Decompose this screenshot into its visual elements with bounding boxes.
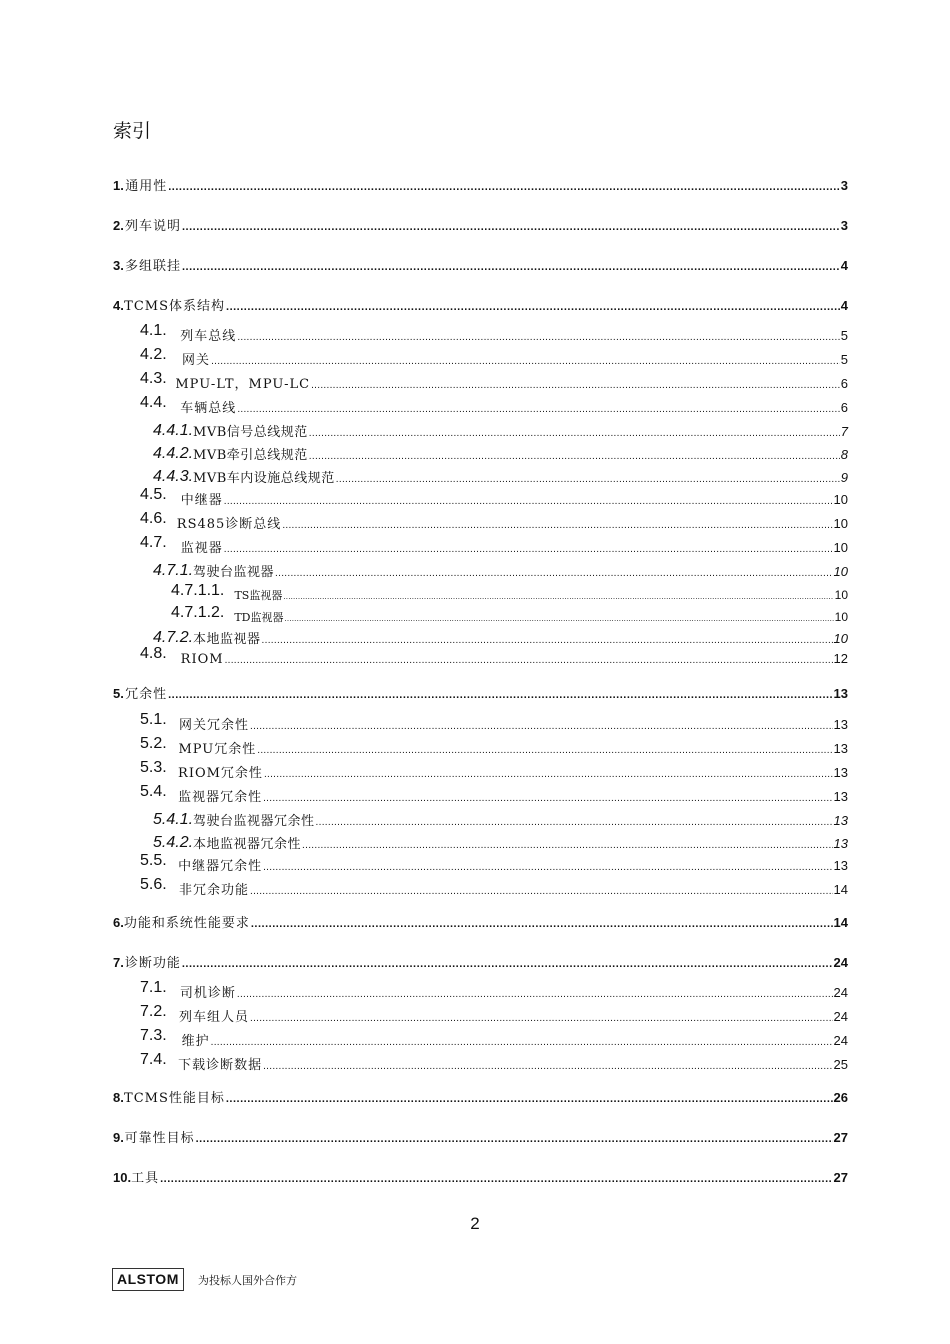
toc-entry[interactable] xyxy=(113,255,848,274)
toc-entry-page: 12 xyxy=(833,651,848,666)
toc-entry-page: 4 xyxy=(840,298,848,313)
toc-dot-leader xyxy=(282,520,832,531)
toc-entry-page: 3 xyxy=(840,218,848,233)
toc-entry-page: 24 xyxy=(833,1009,848,1024)
toc-entry-number: 4.7.1. xyxy=(153,562,194,579)
toc-entry-number: 4.4.1. xyxy=(153,422,194,439)
toc-entry-page: 7 xyxy=(840,424,848,439)
toc-entry-number: 4.8. xyxy=(140,645,167,662)
toc-entry[interactable] xyxy=(140,759,848,782)
toc-entry-title: TD监视器 xyxy=(234,611,284,624)
toc-entry-page: 27 xyxy=(833,1130,848,1145)
toc-entry[interactable] xyxy=(153,561,848,581)
toc-entry-number: 7.2. xyxy=(140,1003,167,1020)
toc-entry-number: 5. xyxy=(113,686,124,701)
toc-entry-page: 6 xyxy=(840,376,848,391)
toc-entry-number: 10. xyxy=(113,1170,132,1185)
toc-entry[interactable] xyxy=(140,510,848,533)
toc-entry-title: MVB信号总线规范 xyxy=(193,425,308,440)
toc-entry-page: 14 xyxy=(833,915,848,930)
toc-entry-title: RIOM xyxy=(180,652,224,667)
toc-entry-number: 2. xyxy=(113,218,124,233)
toc-entry-title: 列车组人员 xyxy=(178,1010,249,1025)
toc-dot-leader xyxy=(316,817,833,828)
toc-entry[interactable] xyxy=(140,394,848,417)
toc-dot-leader xyxy=(237,404,839,415)
toc-entry-page: 5 xyxy=(840,328,848,343)
toc-entry-title: 网关冗余性 xyxy=(178,718,249,733)
toc-entry[interactable] xyxy=(113,295,848,314)
toc-entry-number: 4.4.2. xyxy=(153,445,194,462)
toc-entry[interactable] xyxy=(153,444,848,464)
toc-entry-number: 4.2. xyxy=(140,346,167,363)
toc-entry[interactable] xyxy=(140,711,848,734)
toc-entry[interactable] xyxy=(153,467,848,487)
toc-entry-title: TS监视器 xyxy=(234,589,283,602)
toc-entry-number: 5.4. xyxy=(140,783,167,800)
toc-entry-title: 司机诊断 xyxy=(179,986,236,1001)
toc-entry-page: 10 xyxy=(834,610,848,624)
toc-dot-leader xyxy=(250,721,833,732)
toc-entry-page: 13 xyxy=(833,741,848,756)
toc-entry-page: 10 xyxy=(833,631,848,646)
toc-entry-number: 5.2. xyxy=(140,735,167,752)
toc-entry-title: 维护 xyxy=(181,1034,210,1049)
toc-entry-number: 4. xyxy=(113,298,124,313)
toc-dot-leader xyxy=(311,380,840,391)
toc-entry-title: 中继器 xyxy=(180,493,223,508)
toc-entry-title: MVB牵引总线规范 xyxy=(193,448,308,463)
toc-entry-page: 25 xyxy=(833,1057,848,1072)
toc-entry-page: 10 xyxy=(833,564,848,579)
toc-dot-leader xyxy=(196,1133,833,1145)
toc-entry[interactable] xyxy=(140,852,848,875)
toc-dot-leader xyxy=(263,793,832,804)
toc-dot-leader xyxy=(250,1013,833,1024)
toc-entry-page: 6 xyxy=(840,400,848,415)
toc-entry-page: 24 xyxy=(833,1033,848,1048)
toc-entry[interactable] xyxy=(140,1027,848,1050)
toc-entry-title: 驾驶台监视器冗余性 xyxy=(193,814,315,829)
toc-entry[interactable] xyxy=(140,876,848,899)
toc-dot-leader xyxy=(309,428,840,439)
toc-dot-leader xyxy=(226,301,840,313)
toc-entry-page: 10 xyxy=(833,516,848,531)
toc-dot-leader xyxy=(275,568,832,579)
toc-entry[interactable] xyxy=(153,421,848,441)
toc-dot-leader xyxy=(182,958,833,970)
toc-dot-leader xyxy=(283,592,833,601)
toc-dot-leader xyxy=(251,918,833,930)
toc-entry[interactable] xyxy=(140,370,848,393)
toc-entry-number: 6. xyxy=(113,915,124,930)
toc-entry-number: 8. xyxy=(113,1090,124,1105)
toc-dot-leader xyxy=(226,1093,833,1105)
toc-entry-number: 5.3. xyxy=(140,759,167,776)
toc-entry-title: 诊断功能 xyxy=(124,956,181,971)
toc-entry-page: 26 xyxy=(833,1090,848,1105)
toc-entry-page: 14 xyxy=(833,882,848,897)
toc-entry-number: 4.7.1.1. xyxy=(171,582,225,599)
toc-entry[interactable] xyxy=(113,1127,848,1146)
toc-entry[interactable] xyxy=(113,683,848,702)
toc-entry-title: 列车总线 xyxy=(180,329,237,344)
toc-entry-title: 非冗余功能 xyxy=(178,883,249,898)
toc-entry-title: TCMS性能目标 xyxy=(124,1091,225,1106)
toc-dot-leader xyxy=(224,496,833,507)
toc-entry-title: MPU-LT，MPU-LC xyxy=(175,377,311,392)
toc-entry[interactable] xyxy=(153,628,848,648)
toc-dot-leader xyxy=(264,769,833,780)
toc-entry-number: 5.6. xyxy=(140,876,167,893)
toc-entry-number: 5.4.1. xyxy=(153,811,194,828)
toc-entry[interactable] xyxy=(113,175,848,194)
footer-note: 为投标人国外合作方 xyxy=(198,1273,297,1287)
toc-entry[interactable] xyxy=(171,582,848,604)
page-title: 索引 xyxy=(113,120,152,142)
toc-entry-number: 7.3. xyxy=(140,1027,167,1044)
toc-entry-number: 4.7.2. xyxy=(153,629,194,646)
toc-dot-leader xyxy=(182,221,840,233)
toc-dot-leader xyxy=(224,544,833,555)
toc-entry-number: 4.3. xyxy=(140,370,167,387)
toc-dot-leader xyxy=(168,181,840,193)
toc-entry-title: TCMS体系结构 xyxy=(124,299,226,314)
toc-dot-leader xyxy=(263,1061,832,1072)
toc-entry-number: 4.4. xyxy=(140,394,167,411)
toc-entry[interactable] xyxy=(140,735,848,758)
toc-entry-title: 冗余性 xyxy=(125,687,168,702)
toc-dot-leader xyxy=(257,745,832,756)
toc-entry-page: 10 xyxy=(834,588,848,602)
toc-entry-page: 13 xyxy=(833,717,848,732)
toc-dot-leader xyxy=(225,655,833,666)
toc-entry-number: 4.6. xyxy=(140,510,167,527)
toc-entry-title: 中继器冗余性 xyxy=(178,859,263,874)
toc-dot-leader xyxy=(336,474,840,485)
toc-entry-page: 13 xyxy=(833,686,848,701)
toc-entry[interactable] xyxy=(153,810,848,830)
toc-entry[interactable] xyxy=(113,912,848,931)
toc-entry-number: 9. xyxy=(113,1130,124,1145)
toc-entry-page: 24 xyxy=(833,985,848,1000)
toc-entry-title: 下载诊断数据 xyxy=(178,1058,263,1073)
toc-dot-leader xyxy=(160,1173,832,1185)
toc-entry-page: 3 xyxy=(840,178,848,193)
toc-entry[interactable] xyxy=(113,952,848,971)
toc-dot-leader xyxy=(182,261,840,273)
toc-entry-number: 7.4. xyxy=(140,1051,167,1068)
toc-entry-number: 5.5. xyxy=(140,852,167,869)
toc-entry[interactable] xyxy=(153,833,848,853)
toc-entry-page: 13 xyxy=(833,858,848,873)
toc-entry-title: 工具 xyxy=(131,1171,160,1186)
toc-entry[interactable] xyxy=(113,1167,848,1186)
toc-entry-page: 24 xyxy=(833,955,848,970)
toc-entry[interactable] xyxy=(171,604,848,626)
toc-entry[interactable] xyxy=(140,1003,848,1026)
toc-entry-page: 8 xyxy=(840,447,848,462)
toc-entry[interactable] xyxy=(140,783,848,806)
footer xyxy=(112,1268,297,1291)
toc-entry-page: 13 xyxy=(833,789,848,804)
toc-dot-leader xyxy=(284,614,833,623)
toc-entry-number: 7. xyxy=(113,955,124,970)
toc-entry-title: 通用性 xyxy=(125,179,168,194)
toc-entry-page: 5 xyxy=(840,352,848,367)
toc-entry-page: 27 xyxy=(833,1170,848,1185)
toc-entry-number: 3. xyxy=(113,258,124,273)
toc-entry-number: 4.1. xyxy=(140,322,167,339)
toc-entry-title: 多组联挂 xyxy=(124,259,181,274)
toc-dot-leader xyxy=(262,635,833,646)
toc-entry-page: 13 xyxy=(833,813,848,828)
toc-entry-number: 5.4.2. xyxy=(153,834,194,851)
toc-entry[interactable] xyxy=(140,322,848,345)
toc-entry-number: 4.5. xyxy=(140,486,167,503)
toc-entry-page: 4 xyxy=(840,258,848,273)
toc-entry-title: 本地监视器冗余性 xyxy=(193,837,302,852)
toc-entry[interactable] xyxy=(140,346,848,369)
toc-entry[interactable] xyxy=(140,645,848,668)
toc-entry-number: 1. xyxy=(113,178,124,193)
toc-entry-number: 4.4.3. xyxy=(153,468,194,485)
toc-entry-title: RIOM冗余性 xyxy=(178,766,263,781)
toc-dot-leader xyxy=(263,862,832,873)
toc-entry-page: 10 xyxy=(833,492,848,507)
toc-entry-title: 列车说明 xyxy=(124,219,181,234)
toc-entry-page: 13 xyxy=(833,836,848,851)
toc-dot-leader xyxy=(250,886,833,897)
toc-entry[interactable] xyxy=(140,534,848,557)
toc-entry[interactable] xyxy=(140,1051,848,1074)
toc-entry-title: RS485诊断总线 xyxy=(176,517,282,532)
toc-entry-title: 功能和系统性能要求 xyxy=(123,916,250,931)
toc-entry-number: 4.7. xyxy=(140,534,167,551)
toc-entry-page: 10 xyxy=(833,540,848,555)
toc-dot-leader xyxy=(309,451,840,462)
toc-entry[interactable] xyxy=(113,1087,848,1106)
alstom-logo: ALSTOM xyxy=(112,1268,184,1291)
toc-entry-title: 网关 xyxy=(182,353,211,368)
toc-entry-title: 车辆总线 xyxy=(180,401,237,416)
toc-entry-title: 可靠性目标 xyxy=(124,1131,195,1146)
toc-dot-leader xyxy=(237,332,839,343)
toc-dot-leader xyxy=(302,840,832,851)
toc-entry-title: MPU冗余性 xyxy=(178,742,257,757)
toc-entry-title: MVB车内设施总线规范 xyxy=(193,471,335,486)
toc-entry-number: 7.1. xyxy=(140,979,167,996)
toc-dot-leader xyxy=(211,1037,833,1048)
page-number: 2 xyxy=(470,1214,480,1233)
toc-dot-leader xyxy=(237,989,833,1000)
toc-entry-page: 13 xyxy=(833,765,848,780)
toc-entry[interactable] xyxy=(140,486,848,509)
toc-entry[interactable] xyxy=(140,979,848,1002)
toc-entry[interactable] xyxy=(113,215,848,234)
toc-entry-number: 5.1. xyxy=(140,711,167,728)
toc-entry-title: 监视器冗余性 xyxy=(178,790,263,805)
toc-dot-leader xyxy=(211,356,840,367)
toc-entry-title: 驾驶台监视器 xyxy=(193,565,275,580)
toc-entry-page: 9 xyxy=(840,470,848,485)
toc-dot-leader xyxy=(168,689,832,701)
toc-entry-number: 4.7.1.2. xyxy=(171,604,225,621)
toc-entry-title: 监视器 xyxy=(180,541,223,556)
toc-entry-title: 本地监视器 xyxy=(193,632,261,647)
